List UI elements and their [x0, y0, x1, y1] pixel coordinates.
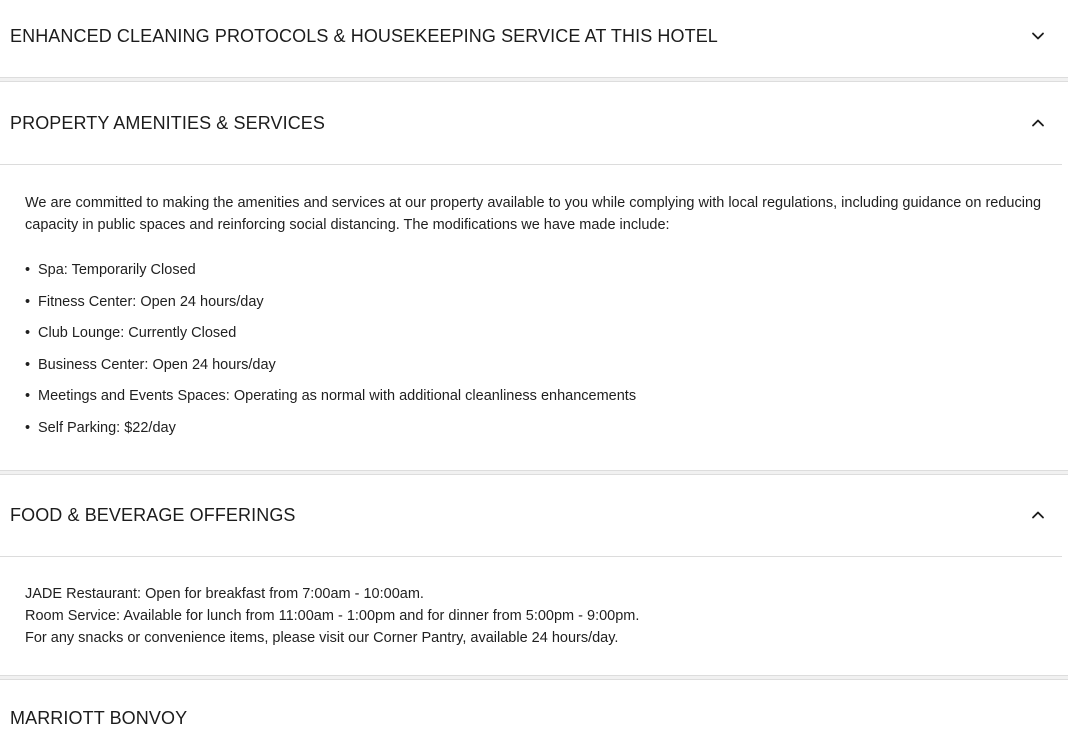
list-item-text: Meetings and Events Spaces: Operating as normal with additional cleanliness enhancements [38, 388, 637, 405]
food-line: Room Service: Available for lunch from 11:00am - 1:00pm and for dinner from 5:00pm - 9:00pm. [25, 607, 640, 624]
chevron-up-icon[interactable] [1030, 507, 1046, 523]
accordion-amenities [0, 82, 1068, 470]
list-item-text: Spa: Temporarily Closed [38, 262, 196, 278]
food-line: For any snacks or convenience items, please visit our Corner Pantry, available 24 hours/day. [25, 629, 619, 646]
list-item-text: Business Center: Open 24 hours/day [38, 356, 276, 373]
bullet-icon: • [25, 293, 31, 310]
accordion-header-amenities[interactable] [0, 82, 1068, 164]
list-item [25, 322, 1048, 344]
list-item [25, 385, 1048, 407]
list-item [25, 417, 1048, 439]
accordion-header-food[interactable] [0, 475, 1068, 556]
bullet-icon: • [25, 356, 31, 373]
food-line: JADE Restaurant: Open for breakfast from 7:00am - 10:00am. [25, 585, 424, 602]
bullet-icon: • [25, 325, 31, 342]
accordion-bonvoy [0, 680, 1068, 750]
food-content [0, 557, 1068, 675]
accordion-header-bonvoy[interactable] [0, 680, 1068, 750]
list-item [25, 291, 1048, 313]
chevron-down-icon[interactable] [1030, 28, 1046, 44]
bullet-icon: • [25, 262, 31, 278]
amenities-intro: We are committed to making the amenities and services at our property available to you while complying with local regulations, including guidance on reducing capacity in public spaces and reinforcing social distancing. The modifications we have made include: [25, 195, 1042, 233]
list-item-text: Club Lounge: Currently Closed [38, 325, 237, 342]
accordion-food [0, 475, 1068, 675]
section-title-amenities: PROPERTY AMENITIES & SERVICES [10, 112, 325, 133]
list-item [25, 259, 1048, 281]
amenities-list [25, 259, 1048, 439]
section-title-cleaning: ENHANCED CLEANING PROTOCOLS & HOUSEKEEPING SERVICE AT THIS HOTEL [10, 25, 718, 46]
bullet-icon: • [25, 388, 31, 405]
accordion-header-cleaning[interactable] [0, 0, 1068, 72]
list-item [25, 354, 1048, 376]
list-item-text: Self Parking: $22/day [38, 419, 176, 436]
chevron-up-icon[interactable] [1030, 115, 1046, 131]
amenities-content [0, 165, 1068, 470]
list-item-text: Fitness Center: Open 24 hours/day [38, 293, 264, 310]
accordion-cleaning [0, 0, 1068, 72]
section-title-food: FOOD & BEVERAGE OFFERINGS [10, 504, 296, 525]
section-title-bonvoy: MARRIOTT BONVOY [10, 707, 188, 728]
bullet-icon: • [25, 419, 31, 436]
